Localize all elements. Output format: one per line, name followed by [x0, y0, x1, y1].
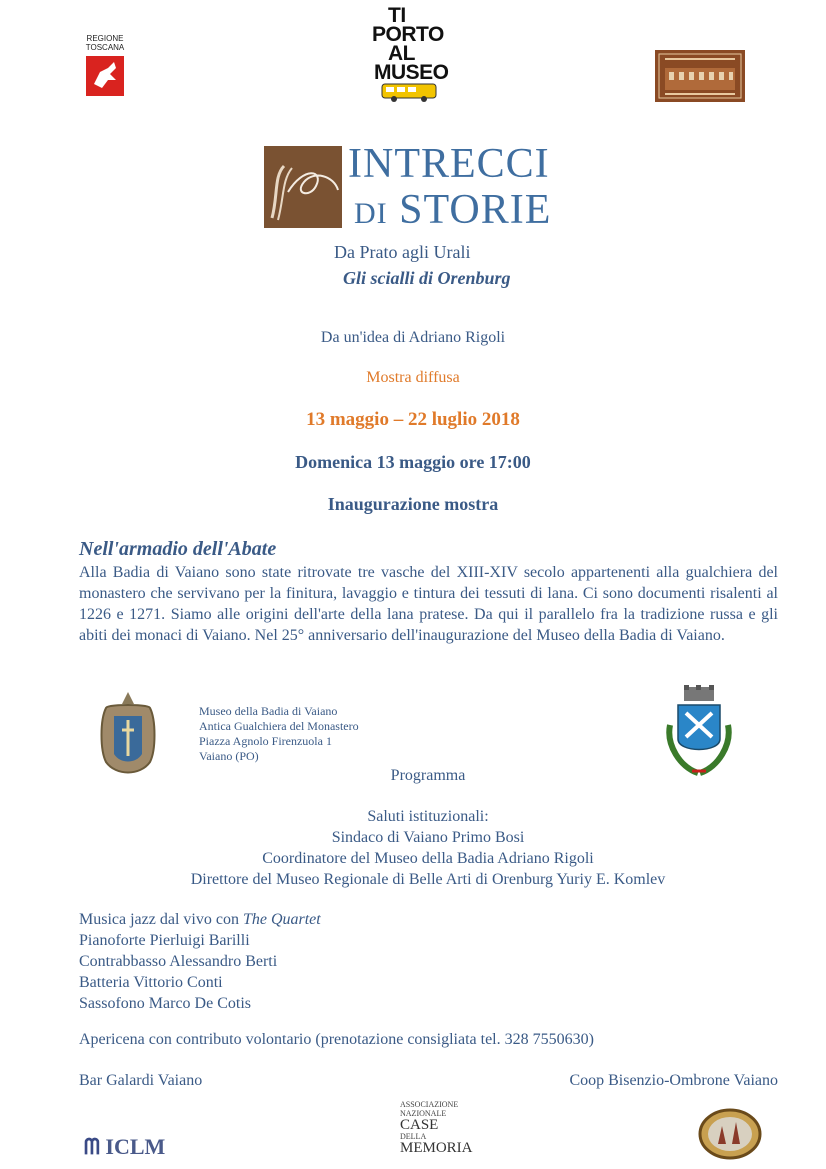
- case-della-memoria-logo: [400, 1100, 500, 1162]
- section-body: Alla Badia di Vaiano sono state ritrovate tre vasche del XIII-XIV secolo appartenenti alla gualchiera del monastero che servivano per la finitura, lavaggio e tintura dei tessuti di lana. Ci sono documenti risalenti al 1226 e 1271. Siamo alle origini dell'arte della lana pratese. Da qui il parallelo fra la tradizione russa e gli abiti dei monaci di Vaiano. Nel 25° anniversario dell'inaugurazione del Museo della Badia di Vaiano.: [79, 564, 778, 644]
- brand-title-storie-word: STORIE: [399, 187, 552, 233]
- apericena-info: Apericena con contributo volontario (prenotazione consigliata tel. 328 7550630): [79, 1031, 594, 1048]
- saluti-block: [0, 806, 826, 890]
- section-heading: Nell'armadio dell'Abate: [79, 538, 277, 560]
- musician-line: Contrabbasso Alessandro Berti: [79, 953, 278, 970]
- yellow-bus-icon: [380, 82, 440, 102]
- ti-porto-al-museo-logo: [368, 6, 458, 106]
- music-intro: Musica jazz dal vivo con: [79, 911, 243, 928]
- saluti-line: Direttore del Museo Regionale di Belle Arti di Orenburg Yuriy E. Komlev: [190, 871, 666, 888]
- address-line-1: Museo della Badia di Vaiano: [199, 704, 338, 718]
- case-name-2: DELLA: [400, 1132, 427, 1141]
- intrecci-brand-mark: [264, 146, 342, 228]
- musician-line: Pianoforte Pierluigi Barilli: [79, 932, 250, 949]
- intrecci-swirl-icon: [264, 146, 342, 228]
- museo-logo-line-2: PORTO: [372, 23, 444, 46]
- saluti-heading: Saluti istituzionali:: [367, 808, 489, 825]
- villa-building-icon: [655, 50, 745, 102]
- musician-line: Sassofono Marco De Cotis: [79, 995, 251, 1012]
- music-intro-line: [79, 909, 321, 930]
- address-line-3: Piazza Agnolo Firenzuola 1: [199, 734, 332, 748]
- idea-credit: Da un'idea di Adriano Rigoli: [320, 329, 506, 346]
- case-name-1: CASE: [400, 1117, 439, 1133]
- subtitle-scialli: Gli scialli di Orenburg: [343, 268, 511, 288]
- regione-toscana-label: REGIONE TOSCANA: [85, 34, 125, 52]
- museo-logo-line-1: TI: [388, 4, 406, 27]
- saluti-line: Sindaco di Vaiano Primo Bosi: [331, 829, 525, 846]
- address-line-2: Antica Gualchiera del Monastero: [199, 719, 359, 733]
- exhibition-dates: 13 maggio – 22 luglio 2018: [306, 409, 520, 430]
- badia-crest-logo: [100, 690, 156, 778]
- saluti-line: Coordinatore del Museo della Badia Adriano Rigoli: [262, 850, 594, 867]
- museum-address: [199, 704, 359, 764]
- badia-crest-icon: [100, 690, 156, 778]
- museo-logo-line-3: AL: [388, 42, 415, 65]
- regione-toscana-logo: [80, 34, 130, 100]
- coop-badge-logo: [698, 1108, 762, 1160]
- mostra-type: Mostra diffusa: [366, 369, 460, 386]
- museo-logo-line-4: MUSEO: [374, 61, 449, 84]
- coop-badge-icon: [698, 1108, 762, 1160]
- brand-title-storie: [354, 186, 551, 234]
- sponsor-coop: Coop Bisenzio-Ombrone Vaiano: [569, 1072, 778, 1089]
- iclm-logo: [84, 1134, 165, 1160]
- address-line-4: Vaiano (PO): [199, 749, 259, 763]
- opening-datetime: Domenica 13 maggio ore 17:00: [295, 452, 531, 472]
- sponsor-bar: Bar Galardi Vaiano: [79, 1072, 203, 1089]
- iclm-label: ICLM: [105, 1134, 166, 1159]
- inauguration-label: Inaugurazione mostra: [327, 494, 499, 514]
- band-name: The Quartet: [242, 911, 321, 928]
- pegasus-flag-icon: [80, 54, 130, 98]
- villa-museum-logo: [655, 50, 745, 102]
- music-block: [79, 909, 321, 1014]
- case-assoc-label: ASSOCIAZIONE NAZIONALE: [400, 1100, 459, 1118]
- subtitle-route: Da Prato agli Urali: [334, 242, 471, 262]
- programma-heading: Programma: [390, 767, 466, 784]
- brand-title-di: DI: [354, 197, 388, 230]
- case-name-3: MEMORIA: [400, 1140, 473, 1156]
- brand-title-intrecci: INTRECCI: [348, 141, 550, 187]
- iclm-monogram-icon: ᗰ: [84, 1134, 100, 1159]
- musician-line: Batteria Vittorio Conti: [79, 974, 223, 991]
